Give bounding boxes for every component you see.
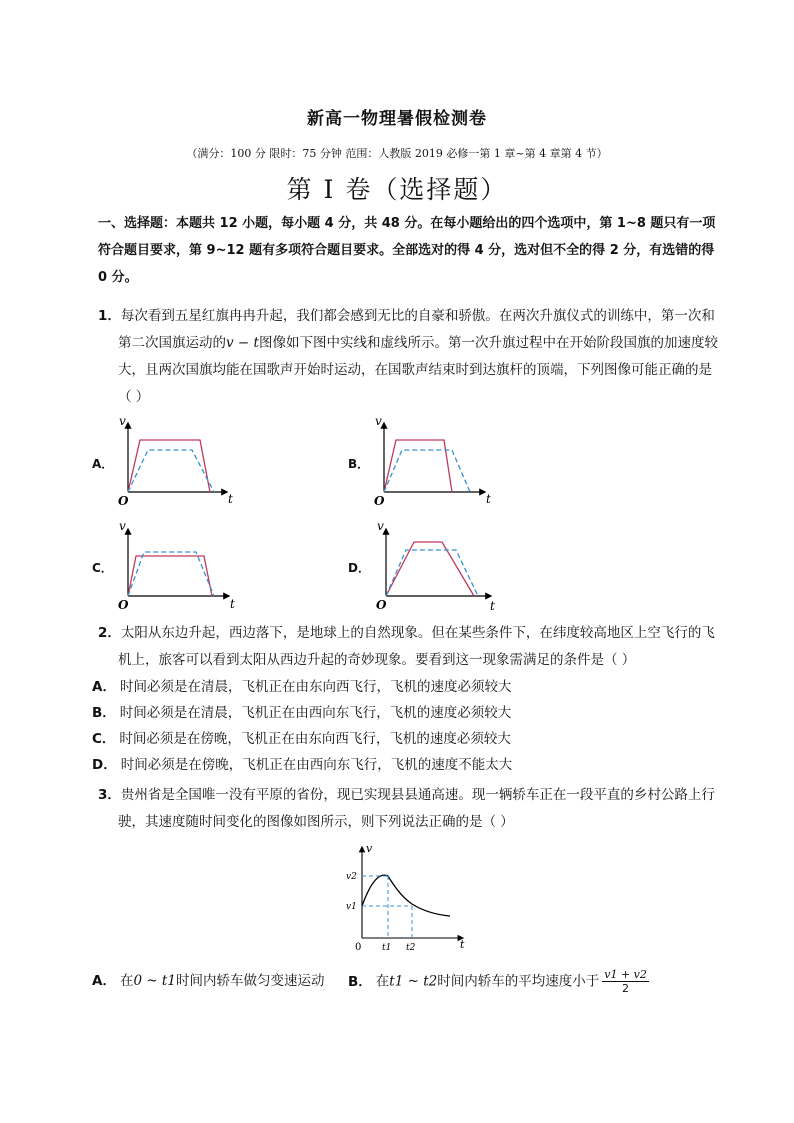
graph-a-origin: O (118, 494, 129, 508)
graph-b-origin: O (374, 494, 385, 508)
graph-b-v-label: v (375, 414, 382, 428)
question-2 (98, 620, 738, 674)
graph-b-solid-line (384, 440, 452, 492)
question-3-number: 3． (98, 787, 121, 803)
q2-option-a[interactable] (92, 674, 732, 700)
graph-b (374, 414, 491, 508)
q2-option-a-text: 时间必须是在清晨，飞机正在由东向西飞行，飞机的速度必须较大 (119, 679, 512, 695)
q2-option-c-text: 时间必须是在傍晚，飞机正在由东向西飞行，飞机的速度必须较大 (119, 731, 511, 747)
q3-option-b-text: 时间内轿车的平均速度小于 (437, 973, 600, 990)
graph-a-v-label: v (119, 414, 126, 428)
graph-a-t-label: t (228, 492, 233, 506)
graph-c-dashed-line (128, 552, 214, 596)
graph-d-v-label: v (377, 519, 384, 533)
q3-option-a[interactable] (92, 968, 324, 994)
question-1-line-2a: 第二次国旗运动的 (118, 335, 226, 351)
q2-option-b-text: 时间必须是在清晨，飞机正在由西向东飞行，飞机的速度必须较大 (119, 705, 512, 721)
question-2-number: 2． (98, 625, 121, 641)
q3-v-label: v (366, 842, 373, 855)
q3-option-a-text: 时间内轿车做匀变速运动 (175, 973, 325, 989)
graph-c-t-label: t (230, 597, 235, 611)
graph-d (376, 519, 495, 613)
graph-b-t-label: t (486, 492, 491, 506)
q3-t1-label: t1 (382, 943, 392, 953)
graph-b-dashed-line (384, 450, 470, 492)
volume-title: 第 I 卷（选择题） (286, 175, 508, 204)
q1-option-d-label: D． (348, 561, 370, 575)
question-1-line-1: 每次看到五星红旗冉冉升起，我们都会感到无比的自豪和骄傲。在两次升旗仪式的训练中，第一次和 (120, 308, 715, 324)
q2-option-d-label: D． (92, 757, 117, 773)
fraction-numerator: v1 + v2 (604, 968, 647, 981)
q1-option-b-label: B． (348, 457, 370, 471)
q3-t-label: t (460, 938, 465, 951)
q2-option-d[interactable] (92, 752, 732, 778)
question-3-line-2: 驶，其速度随时间变化的图像如图所示，则下列说法正确的是（ ） (118, 814, 514, 830)
graph-d-origin: O (376, 598, 387, 612)
graph-a-dashed-line (128, 450, 214, 492)
q3-option-b-fraction (602, 968, 649, 995)
graph-c-origin: O (118, 598, 129, 612)
graph-d-t-label: t (490, 599, 495, 613)
q3-graph (346, 842, 465, 953)
q3-option-a-range: 0 ~ t1 (133, 973, 176, 989)
q3-velocity-curve (362, 875, 450, 916)
question-1-number: 1． (98, 308, 121, 324)
q2-option-b[interactable] (92, 700, 732, 726)
q3-option-b-label: B． (348, 973, 372, 990)
exam-subtitle: （满分：100 分 限时：75 分钟 范围：人教版 2019 必修一第 1 章~第 4 章第 4 节） (186, 147, 608, 160)
graph-d-dashed-line (386, 550, 478, 596)
fraction-denominator: 2 (622, 982, 630, 995)
q3-v1-label: v1 (346, 902, 357, 912)
question-1-line-3: 大，且两次国旗均能在国歌声开始时运动，在国歌声结束时到达旗杆的顶端，下列图像可能正确的是 (118, 362, 712, 378)
q3-v2-label: v2 (346, 872, 357, 882)
section-line-2: 符合题目要求，第 9~12 题有多项符合题目要求。全部选对的得 4 分，选对但不全的得 2 分，有选错的得 (98, 243, 715, 258)
q3-option-b-range: t1 ~ t2 (389, 973, 438, 990)
section-line-1: 一、选择题：本题共 12 小题，每小题 4 分，共 48 分。在每小题给出的四个选项中，第 1~8 题只有一项 (98, 216, 716, 231)
graph-c (118, 519, 235, 612)
q3-option-a-label: A． (92, 973, 116, 989)
question-3 (98, 782, 738, 836)
q3-option-a-prefix: 在 (119, 973, 134, 989)
q3-origin: 0 (355, 942, 362, 953)
q2-option-c[interactable] (92, 726, 732, 752)
q3-option-b-prefix: 在 (375, 973, 390, 990)
q2-option-c-label: C． (92, 731, 116, 747)
question-2-line-1: 太阳从东边升起，西边落下，是地球上的自然现象。但在某些条件下，在纬度较高地区上空飞行的飞 (120, 625, 715, 641)
q2-option-b-label: B． (92, 705, 116, 721)
section-line-3: 0 分。 (98, 270, 138, 285)
q2-option-a-label: A． (92, 679, 116, 695)
q3-t2-label: t2 (406, 943, 416, 953)
question-3-line-1: 贵州省是全国唯一没有平原的省份，现已实现县县通高速。现一辆轿车正在一段平直的乡村公路上行 (120, 787, 715, 803)
page-title: 新高一物理暑假检测卷 (307, 109, 487, 129)
q3-option-b[interactable] (348, 968, 649, 995)
question-1-line-2b: 图像如下图中实线和虚线所示。第一次升旗过程中在开始阶段国旗的加速度较 (258, 335, 718, 351)
graph-a (118, 414, 233, 508)
q1-option-c-label: C． (92, 561, 113, 575)
vt-symbol: v − t (226, 335, 259, 351)
q2-option-d-text: 时间必须是在傍晚，飞机正在由西向东飞行，飞机的速度不能太大 (120, 757, 513, 773)
q1-option-a-label: A． (92, 457, 114, 471)
question-2-line-2: 机上，旅客可以看到太阳从西边升起的奇妙现象。要看到这一现象需满足的条件是（ ） (118, 652, 636, 668)
question-1-answer-blank: （ ） (118, 389, 150, 405)
graph-c-v-label: v (119, 519, 126, 533)
question-2-options (92, 674, 732, 778)
